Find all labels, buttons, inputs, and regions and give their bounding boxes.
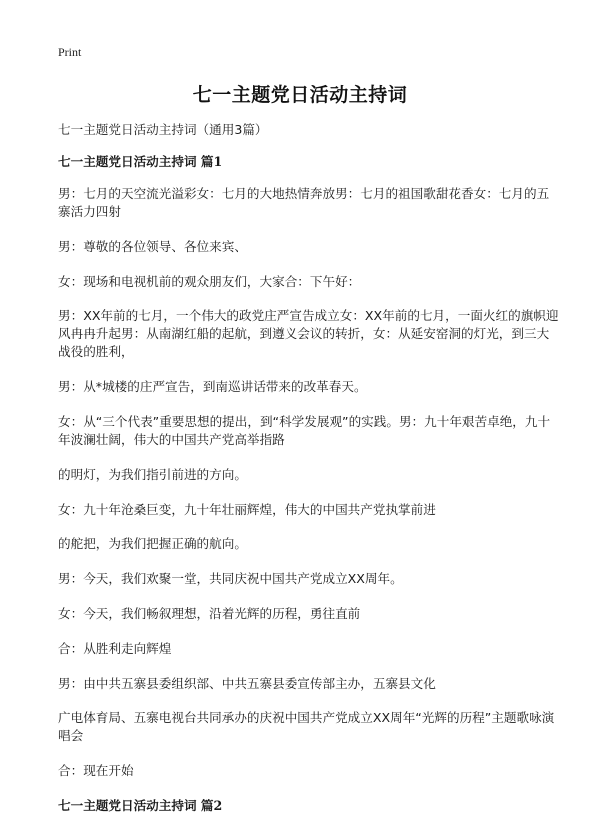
paragraph: 的舵把，为我们把握正确的航向。 (58, 536, 247, 552)
paragraph: 女：从“三个代表”重要思想的提出，到“科学发展观”的实践。男：九十年艰苦卓绝，九十年波澜壮阔，伟大的中国共产党高举指路 (58, 413, 551, 447)
document-title: 七一主题党日活动主持词 (192, 84, 408, 106)
paragraph: 男：从*城楼的庄严宣告，到南巡讲话带来的改革春天。 (58, 379, 367, 395)
document-body (58, 121, 560, 829)
print-label: Print (58, 45, 82, 59)
paragraph: 合：从胜利走向辉煌 (58, 640, 172, 656)
paragraph: 男：由中共五寨县委组织部、中共五寨县委宣传部主办，五寨县文化 (58, 675, 436, 691)
paragraph: 合：现在开始 (58, 763, 134, 779)
section-heading-1: 七一主题党日活动主持词 篇1 (58, 154, 223, 169)
section-heading-2: 七一主题党日活动主持词 篇2 (58, 797, 223, 813)
paragraph: 女：九十年沧桑巨变，九十年壮丽辉煌，伟大的中国共产党执掌前进 (58, 501, 436, 517)
document-subtitle: 七一主题党日活动主持词（通用3篇） (58, 122, 268, 137)
paragraph: 男：七月的天空流光溢彩女：七月的大地热情奔放男：七月的祖国歌甜花香女：七月的五寨活力四射 (58, 186, 550, 219)
paragraph: 男：今天，我们欢聚一堂，共同庆祝中国共产党成立XX周年。 (58, 571, 403, 587)
paragraph: 女：今天，我们畅叙理想，沿着光辉的历程，勇往直前 (58, 605, 361, 621)
paragraph: 男：XX年前的七月，一个伟大的政党庄严宣告成立女：XX年前的七月，一面火红的旗帜迎风冉冉升起男：从南湖红船的起航，到遵义会议的转折，女：从延安窑洞的灯光，到三大战役的胜利， (58, 308, 559, 360)
paragraph: 的明灯，为我们指引前进的方向。 (58, 466, 247, 482)
paragraph: 女：现场和电视机前的观众朋友们，大家合：下午好： (58, 273, 361, 289)
paragraph: 男：尊敬的各位领导、各位来宾、 (58, 238, 247, 254)
paragraph: 广电体育局、五寨电视台共同承办的庆祝中国共产党成立XX周年“光辉的历程”主题歌咏演唱会 (58, 710, 555, 744)
